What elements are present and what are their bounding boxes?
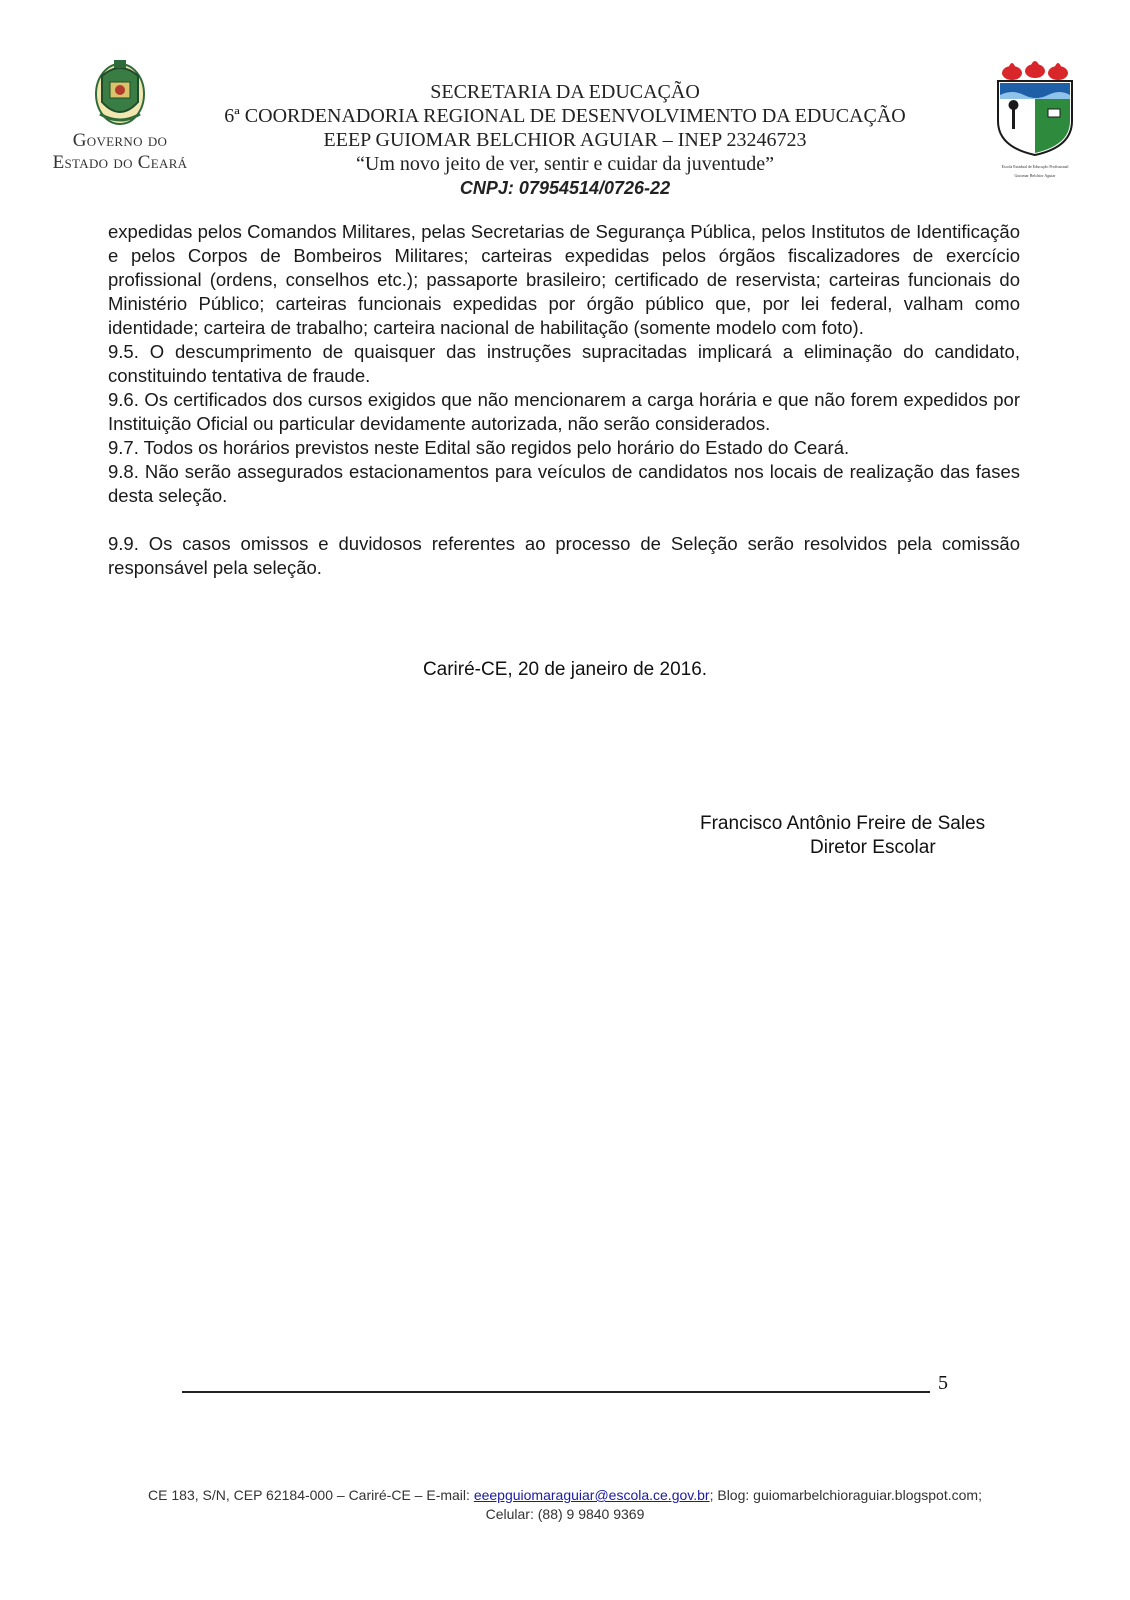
paragraph-9-9: 9.9. Os casos omissos e duvidosos referentes ao processo de Seleção serão resolvidos pela comissão responsável pela seleção. (108, 533, 1020, 578)
school-shield-icon (990, 55, 1080, 159)
school-emblem (990, 55, 1080, 178)
place-and-date: Cariré-CE, 20 de janeiro de 2016. (422, 659, 708, 680)
signatory-name: Francisco Antônio Freire de Sales (700, 813, 986, 834)
footer-phone: Celular: (88) 9 9840 9369 (485, 1506, 645, 1522)
government-logo-line1: Governo do (72, 130, 168, 151)
paragraph-9-6: 9.6. Os certificados dos cursos exigidos que não mencionarem a carga horária e que não forem expedidos por Instituição Oficial ou particular devidamente autorizada, não serão considerados. (108, 389, 1020, 434)
paragraph-9-5: 9.5. O descumprimento de quaisquer das instruções supracitadas implicará a eliminação do candidato, constituindo tentativa de fraude. (108, 341, 1020, 386)
paragraph-spacer (108, 508, 1020, 532)
footer-email-link[interactable]: eeepguiomaraguiar@escola.ce.gov.br (473, 1487, 710, 1503)
header-cnpj: CNPJ: 07954514/0726-22 (459, 178, 671, 198)
footer (0, 1486, 1130, 1524)
header-line-motto: “Um novo jeito de ver, sentir e cuidar da juventude” (356, 153, 774, 175)
page-divider (182, 1391, 930, 1393)
document-body (108, 220, 1020, 580)
footer-blog: ; Blog: guiomarbelchioraguiar.blogspot.com; (709, 1487, 982, 1503)
paragraph-id-documents: expedidas pelos Comandos Militares, pelas Secretarias de Segurança Pública, pelos Institutos de Identificação e pelos Corpos de Bombeiros Militares; carteiras expedidas pelos órgãos fiscalizadores de exercício profissional (ordens, conselhos etc.); passaporte brasileiro; certificado de reservista; carteiras funcionais do Ministério Público; carteiras funcionais expedidas por órgão público que, por lei federal, valham como identidade; carteira de trabalho; carteira nacional de habilitação (somente modelo com foto). (108, 221, 1020, 338)
paragraph-9-8: 9.8. Não serão assegurados estacionamentos para veículos de candidatos nos locais de realização das fases desta seleção. (108, 461, 1020, 506)
government-logo-line2: Estado do Ceará (52, 152, 188, 173)
header-line-coordenadoria: 6ª COORDENADORIA REGIONAL DE DESENVOLVIMENTO DA EDUCAÇÃO (224, 105, 906, 127)
signatory-role: Diretor Escolar (810, 837, 936, 858)
footer-contact-line (0, 1486, 1130, 1505)
paragraph-9-7: 9.7. Todos os horários previstos neste Edital são regidos pelo horário do Estado do Ceará. (108, 437, 850, 458)
footer-address: CE 183, S/N, CEP 62184-000 – Cariré-CE – E-mail: (148, 1487, 474, 1503)
page-number: 5 (938, 1372, 948, 1394)
ceara-coat-of-arms-icon (40, 56, 200, 128)
school-emblem-caption2: Guiomar Belchior Aguiar (1014, 173, 1056, 178)
header-line-school: EEEP GUIOMAR BELCHIOR AGUIAR – INEP 23246723 (323, 129, 807, 151)
letterhead (200, 80, 930, 200)
school-emblem-caption1: Escola Estadual de Educação Profissional (1001, 164, 1069, 169)
header-line-secretaria: SECRETARIA DA EDUCAÇÃO (430, 81, 700, 103)
signature-block (700, 812, 1030, 860)
